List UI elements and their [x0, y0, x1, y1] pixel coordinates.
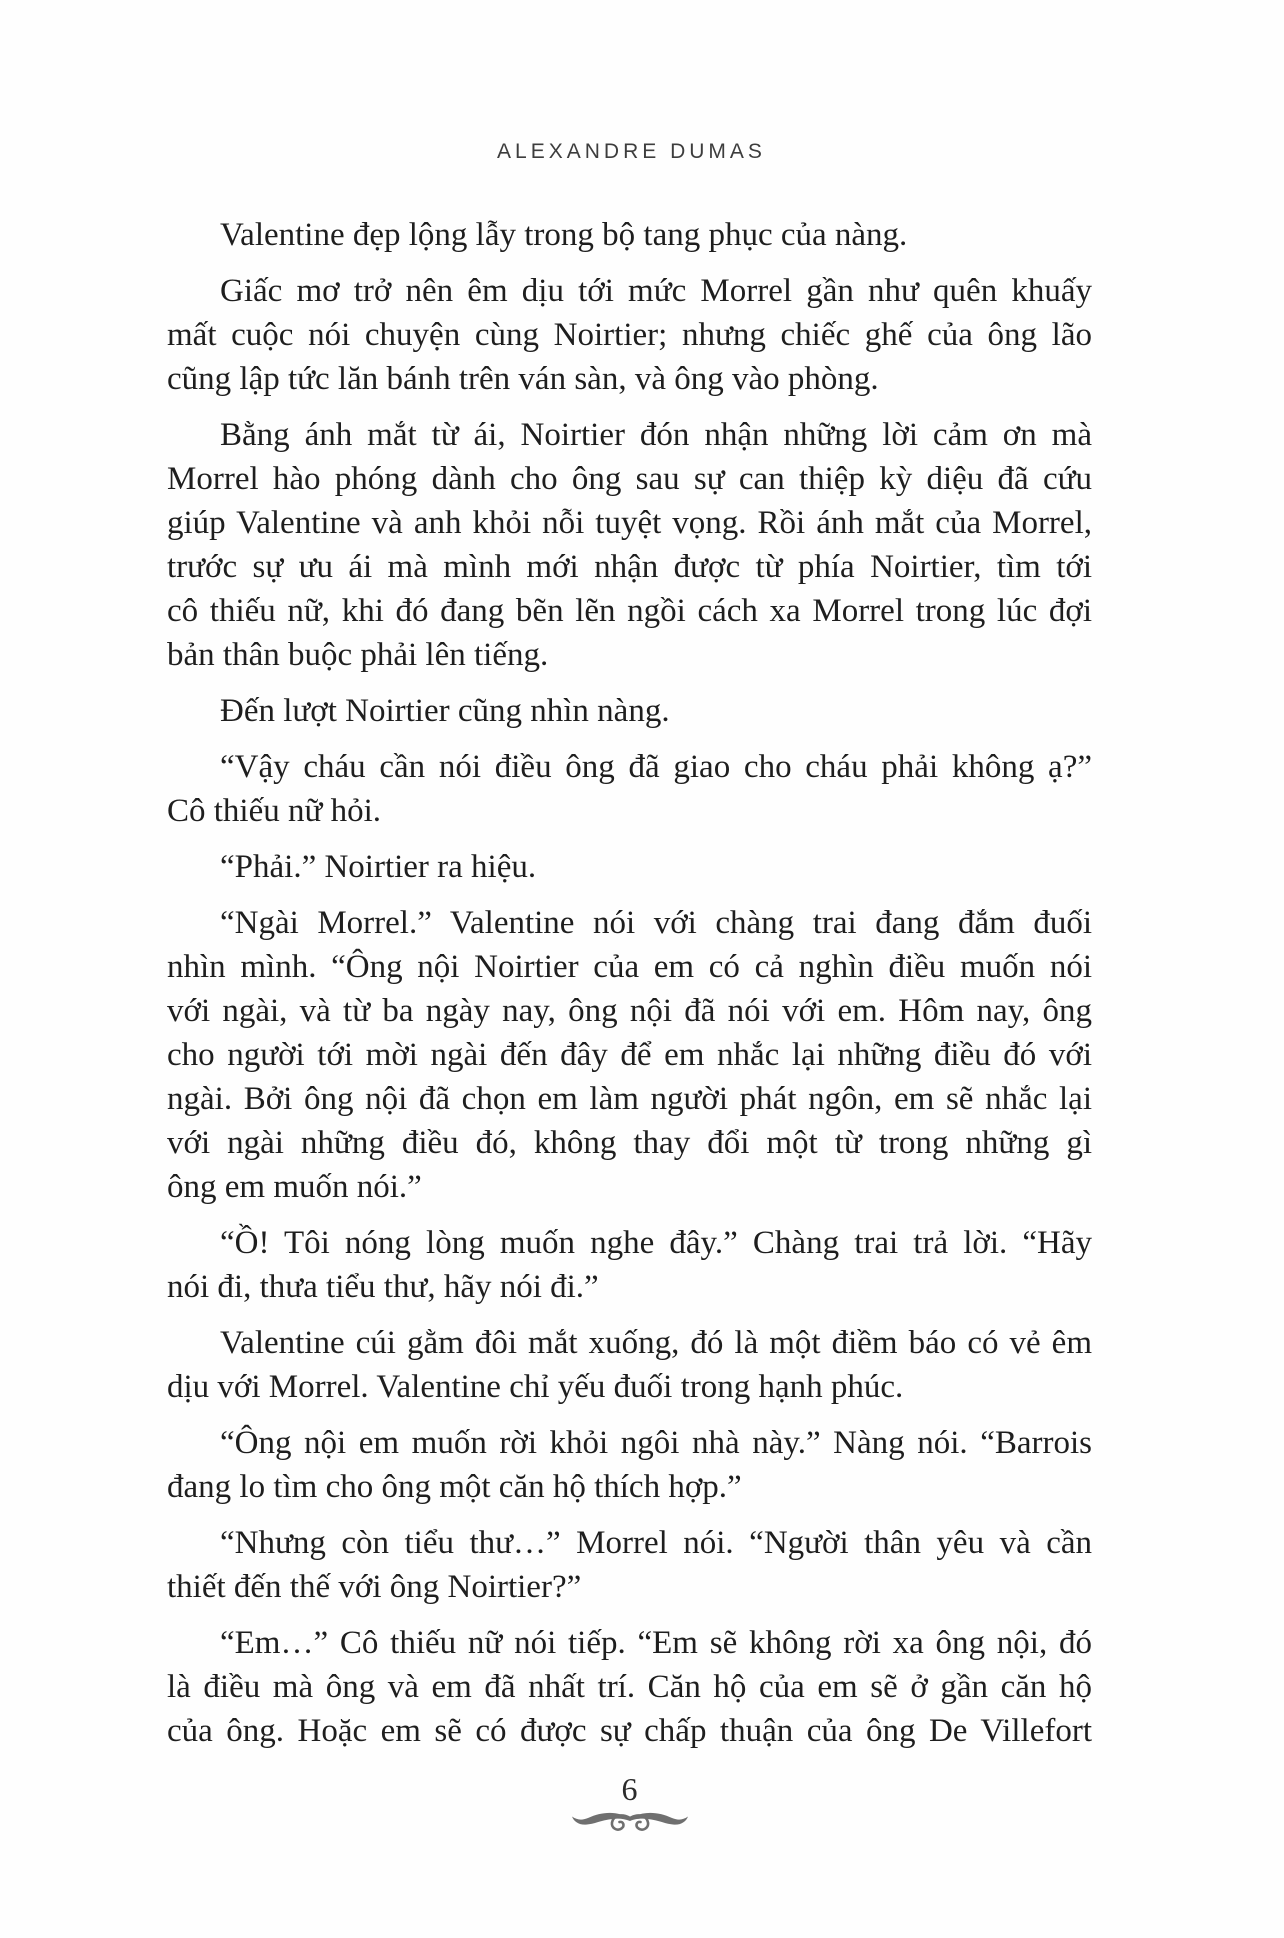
text-line: mất cuộc nói chuyện cùng Noirtier; nhưng chiếc ghế của ông lão	[167, 317, 1092, 353]
text-line: “Em…” Cô thiếu nữ nói tiếp. “Em sẽ không rời xa ông nội, đó	[220, 1625, 1092, 1661]
paragraph	[167, 1221, 1092, 1309]
paragraph	[167, 213, 1092, 257]
text-line: của ông. Hoặc em sẽ có được sự chấp thuận của ông De Villefort	[167, 1713, 1092, 1749]
text-line: ông em muốn nói.”	[167, 1169, 422, 1205]
text-line: cũng lập tức lăn bánh trên ván sàn, và ông vào phòng.	[167, 361, 879, 397]
paragraph	[167, 1321, 1092, 1409]
text-line: với ngài, và từ ba ngày nay, ông nội đã nói với em. Hôm nay, ông	[167, 993, 1092, 1029]
text-line: với ngài những điều đó, không thay đổi một từ trong những gì	[167, 1125, 1092, 1161]
text-line: “Nhưng còn tiểu thư…” Morrel nói. “Người thân yêu và cần	[220, 1525, 1092, 1561]
text-line: cô thiếu nữ, khi đó đang bẽn lẽn ngồi cách xa Morrel trong lúc đợi	[167, 593, 1092, 629]
text-line: Morrel hào phóng dành cho ông sau sự can thiệp kỳ diệu đã cứu	[167, 461, 1092, 497]
text-line: Cô thiếu nữ hỏi.	[167, 793, 382, 829]
text-line: cho người tới mời ngài đến đây để em nhắc lại những điều đó với	[167, 1037, 1092, 1073]
paragraph	[167, 269, 1092, 401]
text-line: Giấc mơ trở nên êm dịu tới mức Morrel gần như quên khuấy	[220, 273, 1092, 309]
text-line: “Ông nội em muốn rời khỏi ngôi nhà này.” Nàng nói. “Barrois	[220, 1425, 1092, 1461]
text-line: đang lo tìm cho ông một căn hộ thích hợp.”	[167, 1469, 742, 1505]
text-line: bản thân buộc phải lên tiếng.	[167, 637, 549, 673]
paragraph	[167, 1421, 1092, 1509]
text-line: “Vậy cháu cần nói điều ông đã giao cho cháu phải không ạ?”	[220, 749, 1092, 785]
text-line: Valentine cúi gằm đôi mắt xuống, đó là một điềm báo có vẻ êm	[220, 1325, 1092, 1361]
paragraph	[167, 413, 1092, 677]
text-line: Bằng ánh mắt từ ái, Noirtier đón nhận những lời cảm ơn mà	[220, 417, 1092, 453]
page-text	[167, 213, 1092, 1753]
text-line: “Ngài Morrel.” Valentine nói với chàng trai đang đắm đuối	[220, 905, 1092, 941]
paragraph	[167, 689, 1092, 733]
text-line: dịu với Morrel. Valentine chỉ yếu đuối trong hạnh phúc.	[167, 1369, 904, 1405]
text-line: trước sự ưu ái mà mình mới nhận được từ phía Noirtier, tìm tới	[167, 549, 1092, 585]
text-line: Valentine đẹp lộng lẫy trong bộ tang phục của nàng.	[220, 217, 908, 253]
text-line: là điều mà ông và em đã nhất trí. Căn hộ của em sẽ ở gần căn hộ	[167, 1669, 1092, 1705]
page-number: 6	[621, 1771, 638, 1807]
footer-ornament	[167, 1806, 1092, 1841]
text-line: giúp Valentine và anh khỏi nỗi tuyệt vọng. Rồi ánh mắt của Morrel,	[167, 505, 1092, 541]
running-header: ALEXANDRE DUMAS	[497, 140, 766, 163]
paragraph	[167, 745, 1092, 833]
paragraph	[167, 1621, 1092, 1753]
paragraph	[167, 1521, 1092, 1609]
text-line: “Ồ! Tôi nóng lòng muốn nghe đây.” Chàng trai trả lời. “Hãy	[220, 1225, 1092, 1261]
text-line: nói đi, thưa tiểu thư, hãy nói đi.”	[167, 1269, 599, 1305]
paragraph	[167, 845, 1092, 889]
text-line: thiết đến thế với ông Noirtier?”	[167, 1569, 582, 1605]
flourish-ornament-icon	[569, 1806, 691, 1836]
text-line: Đến lượt Noirtier cũng nhìn nàng.	[220, 693, 670, 729]
paragraph	[167, 901, 1092, 1209]
text-line: ngài. Bởi ông nội đã chọn em làm người phát ngôn, em sẽ nhắc lại	[167, 1081, 1092, 1117]
text-line: “Phải.” Noirtier ra hiệu.	[220, 849, 537, 885]
text-line: nhìn mình. “Ông nội Noirtier của em có cả nghìn điều muốn nói	[167, 949, 1092, 985]
